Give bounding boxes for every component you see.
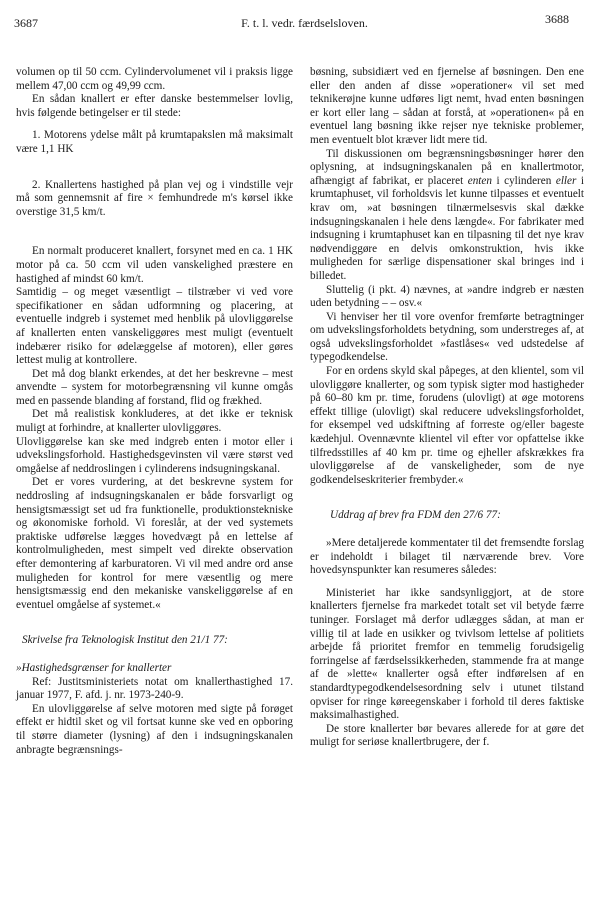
page-number-right: 3688 bbox=[545, 12, 569, 26]
left-column bbox=[16, 66, 293, 757]
condition-1: 1. Motorens ydelse målt på krumtapakslen må maksimalt være 1,1 HK bbox=[16, 129, 293, 155]
right-column bbox=[310, 66, 584, 750]
condition-2: 2. Knallertens hastighed på plan vej og i vindstille vejr må som gennemsnit af fire × femhundrede m's kørsel ikke overstige 31,5 km/t. bbox=[16, 178, 293, 218]
emphasis: enten bbox=[467, 174, 492, 187]
paragraph: En sådan knallert er efter danske bestemmelser lovlig, hvis følgende betingelser er til stede: bbox=[16, 93, 293, 119]
paragraph: Sluttelig (i pkt. 4) nævnes, at »andre indgreb er næsten uden betydning – – osv.« bbox=[310, 283, 584, 310]
text-span: i krumtaphuset, vil forholdsvis let kunne tilpasses et eventuelt krav om, »at bøsningen tilnærmelsesvis skal dække indsugningskanalen i hele dens længde«. For fabrikater med indsugning i krumtaphuset kan en tilpasning til det nye krav nødvendiggøre en delvis omkonstruktion, hvis ikke muligheden for særlige dispensationer skal bringes ind i billedet. bbox=[310, 174, 585, 282]
paragraph: Ministeriet har ikke sandsynliggjort, at de store knallerters fjernelse fra markedet totalt set vil betyde færre tuninger. Forslaget må derfor udlægges sådan, at man er villig til at lade en usikker og tvivlsom lettelse af politiets arbejde få prioritet fremfor en temmelig forudsigelig forringelse af færdselssikkerheden, stammende fra at mange af de »lette« knallerter også efter indførelsen af en standardtypegodkendelsesordning selv i utunet tilstand opviser for ringe køreegenskaber i forhold til deres faktiske maksimalhastighed. bbox=[310, 586, 584, 722]
section-heading: Skrivelse fra Teknologisk Institut den 21/1 77: bbox=[22, 634, 228, 647]
paragraph: Ulovliggørelse kan ske med indgreb enten i motor eller i udvekslingsforhold. Hastighedsgevinsten vil være størst ved omgåelse af neddroslingen i cylinderens indsugningskanal. bbox=[16, 435, 293, 475]
paragraph: For en ordens skyld skal påpeges, at den klientel, som vil ulovliggøre knallerter, og som typisk sigter mod hastigheder på 60–80 km pr. time, forudens (ulovligt) at øge motorens effekt tillige (ulovligt) skal reducere udvekslingsforholdet, for eksempel ved udskiftning af forreste og/eller bageste kædehjul. Ovennævnte klientel vil efter vor opfattelse ikke tilfredsstilles af 40 km pr. time og ejheller afskrækkes fra ulovliggørelse af de vanskeligheder, som de nye godkendelseskriterier frembyder.« bbox=[310, 365, 584, 486]
paragraph: Det må dog blankt erkendes, at det her beskrevne – mest anvendte – system for motorbegrænsning vil kunne omgås med en passende blanding af forstand, flid og frækhed. bbox=[16, 367, 293, 407]
paragraph: Ref: Justitsministeriets notat om knallerthastighed 17. januar 1977, F. afd. j. nr. 1973-240-9. bbox=[16, 675, 293, 702]
paragraph: volumen op til 50 ccm. Cylindervolumenet vil i praksis ligge mellem 47,00 ccm og 49,99 ccm. bbox=[16, 66, 293, 92]
paragraph: De store knallerter bør bevares allerede for at gøre det muligt for seriøse knallertbrugere, der f. bbox=[310, 722, 584, 749]
text-span: Til diskussionen om begrænsningsbøsninger hører den oplysning, at indsugningskanalen på en knallertmotor, afhængigt af fabrikat, er placeret bbox=[310, 147, 584, 187]
running-title: F. t. l. vedr. færdselsloven. bbox=[241, 16, 368, 30]
section-heading: Uddrag af brev fra FDM den 27/6 77: bbox=[330, 509, 501, 522]
paragraph: En ulovliggørelse af selve motoren med sigte på forøget effekt er hidtil sket og vil fortsat kunne ske ved en opboring til større diameter (lysning) af den i indsugningskanalen anbragte begrænsnings- bbox=[16, 702, 293, 756]
paragraph bbox=[310, 148, 584, 284]
paragraph: En normalt produceret knallert, forsynet med en ca. 1 HK motor på ca. 50 ccm vil uden vanskelighed præstere en hastighed af mindst 60 km/t. bbox=[16, 245, 293, 285]
paragraph: »Mere detaljerede kommentater til det fremsendte forslag er indeholdt i bilaget til nærværende brev. Vore hovedsynspunkter kan resumeres således: bbox=[310, 537, 584, 577]
subheading: »Hastighedsgrænser for knallerter bbox=[16, 661, 172, 674]
paragraph: Vi henviser her til vore ovenfor fremførte betragtninger om udvekslingsforholdets betydning, som understreges af, at også udvekslingsforholdet »fastlåses« ved udstedelse af typegodkendelse. bbox=[310, 310, 584, 364]
paragraph: bøsning, subsidiært ved en fjernelse af bøsningen. Den ene eller den anden af disse »operationer« vil set med teknikerøjne kunne udføres ligt nemt, hvad enten bøsningen er kort eller lang – sådan at forstå, at »operationen« på en eventuel lang bøsning ikke rejser nye tekniske problemer, men eventuelt blot kræver lidt mere tid. bbox=[310, 66, 584, 146]
text-span: i cylinderen bbox=[491, 174, 556, 187]
page-number-left: 3687 bbox=[14, 16, 38, 30]
paragraph: Samtidig – og meget væsentligt – tilstræber vi ved vore specifikationer en sådan udformning og placering, at eventuelle indgreb i systemet med henblik på ulovliggørelse af knallerten enten vanskeliggøres mest muligt (eventuelt indebærer risiko for ødelæggelse af motoren), eller gøres lettest mulig at kontrollere. bbox=[16, 286, 293, 367]
emphasis: eller bbox=[555, 174, 577, 187]
paragraph: Det må realistisk konkluderes, at det ikke er teknisk muligt at forhindre, at knallerter ulovliggøres. bbox=[16, 408, 293, 435]
paragraph: Det er vores vurdering, at det beskrevne system for neddrosling af indsugningskanalen er både forsvarligt og hensigtsmæssigt set ud fra funktionelle, produktionstekniske og økonomiske forhold. Vi foreslår, at der ved systemets praktiske udførelse lægges hovedvægt på en lettelse af kontrolmuligheden, mest simpelt ved direkte observation efter demontering af karburatoren. Vi vil med andre ord anse muligheden for kontrol for mere væsentlig og mere hensigtsmæssig end den mekaniske vanskeliggørelse af en eventuel omgåelse af systemet.« bbox=[16, 476, 293, 611]
page-header bbox=[0, 12, 609, 34]
